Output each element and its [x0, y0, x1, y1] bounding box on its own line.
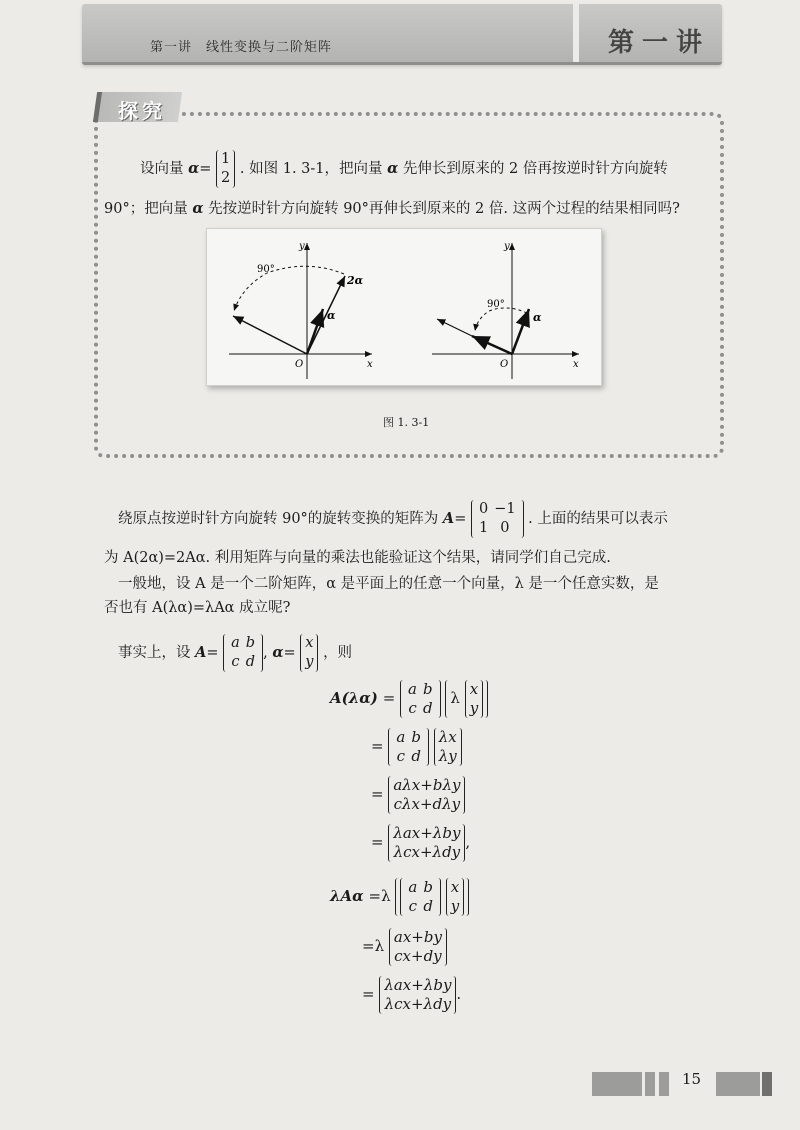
equation-line-6: [362, 928, 447, 966]
matrix-cell: c: [231, 654, 240, 670]
lambda: λ: [381, 887, 391, 905]
explore-paragraph-1: [140, 150, 668, 188]
right-origin-label: O: [500, 359, 509, 370]
matrix-cell: b: [423, 680, 433, 698]
lambda: λ: [450, 689, 460, 707]
vector-bottom: 2: [221, 170, 231, 186]
vector-cell: y: [469, 699, 479, 717]
vector-cell: λx: [438, 728, 457, 746]
matrix-cell: 0: [478, 501, 489, 517]
vector: [446, 878, 464, 916]
equals: =: [371, 737, 384, 755]
vector-cell: y: [305, 654, 314, 670]
right-angle-label: 90°: [487, 299, 505, 310]
vector-cell: x: [305, 635, 314, 651]
matrix-cell: d: [411, 747, 421, 765]
right-alpha-label: α: [533, 311, 542, 324]
vector: [465, 680, 483, 718]
matrix-cell: a: [408, 680, 417, 698]
body-paragraph-5: 事实上，设 A= a b c d , α= x y ，则: [118, 635, 353, 670]
vector: [389, 928, 447, 966]
footer-bar: [762, 1072, 772, 1096]
matrix-cell: a: [231, 635, 240, 651]
vector-top: 1: [221, 151, 231, 167]
vector-cell: x: [450, 878, 460, 896]
left-rotated-vector: [233, 316, 307, 354]
lambda: λ: [374, 937, 385, 955]
equals: =: [371, 785, 384, 803]
vector: [388, 776, 465, 814]
matrix-cell: −1: [494, 501, 516, 517]
body-paragraph-2: 为 A(2α)=2Aα. 利用矩阵与向量的乘法也能验证这个结果，请同学们自己完成.: [104, 550, 611, 566]
left-y-label: y: [299, 241, 305, 252]
vector-cell: λax+λby: [393, 824, 461, 842]
text: 先按逆时针方向旋转 90°再伸长到原来的 2 倍. 这两个过程的结果相同吗?: [208, 201, 680, 217]
vector-cell: cλx+dλy: [393, 795, 461, 813]
text: ，则: [323, 645, 353, 661]
chapter-label: 第一讲: [608, 28, 711, 58]
matrix: [388, 728, 429, 766]
left-angle-label: 90°: [257, 264, 275, 275]
vector-cell: λy: [438, 747, 457, 765]
equation-line-5: [330, 878, 469, 916]
right-rotated-vector: [472, 336, 512, 354]
equation-line-3: [371, 776, 465, 814]
alpha-symbol: α: [188, 160, 200, 177]
left-alpha-vector: [307, 309, 323, 354]
vector: [434, 728, 462, 766]
matrix-cell: b: [423, 878, 433, 896]
left-2alpha-label: 2α: [347, 274, 364, 287]
body-paragraph-1: [118, 500, 668, 538]
text: 绕原点按逆时针方向旋转 90°的旋转变换的矩阵为: [118, 511, 439, 527]
matrix-cell: c: [408, 897, 418, 915]
vector-cell: ax+by: [393, 928, 442, 946]
matrix-cell: b: [245, 635, 256, 651]
left-2alpha-vector: [307, 276, 345, 354]
text: 90°；把向量: [104, 201, 188, 217]
explore-paragraph-2: [104, 198, 680, 220]
matrix-cell: 1: [478, 520, 489, 536]
right-alpha-vector: [512, 309, 529, 354]
footer-bar: [659, 1072, 669, 1096]
figure-panel: [206, 228, 602, 386]
vector-cell: x: [469, 680, 479, 698]
footer-bar: [592, 1072, 642, 1096]
equation-line-2: [371, 728, 462, 766]
section-title: 第一讲 线性变换与二阶矩阵: [150, 40, 333, 55]
comma: ,: [263, 645, 268, 661]
text: 先伸长到原来的 2 倍再按逆时针方向旋转: [402, 161, 668, 177]
right-diagram: [432, 241, 579, 379]
right-stretched-vector: [437, 319, 472, 336]
equals: =: [454, 511, 467, 527]
left-origin-label: O: [295, 359, 304, 370]
alpha-symbol: α: [387, 160, 399, 177]
equals: =: [382, 689, 396, 707]
page-number: 15: [682, 1070, 702, 1088]
matrix: [400, 680, 441, 718]
explore-label: 探究: [118, 99, 166, 123]
matrix-cell: a: [408, 878, 418, 896]
matrix-a-symbol: A: [195, 644, 207, 661]
text: 设向量: [140, 161, 184, 177]
matrix: [400, 878, 441, 916]
vector-cell: λcx+λdy: [384, 995, 452, 1013]
comma: ,: [465, 833, 471, 851]
general-vector: [300, 634, 318, 672]
equals: =: [362, 985, 375, 1003]
matrix-cell: d: [245, 654, 256, 670]
figure-caption: 图 1. 3-1: [383, 416, 430, 429]
rotation-figure: [207, 229, 601, 385]
vector-cell: aλx+bλy: [393, 776, 461, 794]
text: 事实上，设: [118, 645, 191, 661]
left-alpha-label: α: [327, 309, 336, 322]
right-y-label: y: [504, 241, 510, 252]
scaled-vector-bracket: [445, 680, 488, 718]
vector-cell: λax+λby: [384, 976, 452, 994]
left-x-label: x: [367, 359, 373, 370]
equals: =: [199, 161, 212, 177]
period: .: [456, 985, 462, 1003]
equation-lhs: λAα: [330, 887, 364, 905]
alpha-symbol: α: [272, 644, 284, 661]
vector: [379, 976, 456, 1014]
matrix-cell: 0: [500, 520, 510, 536]
matrix-cell: a: [396, 728, 406, 746]
matrix-a-symbol: A: [442, 510, 455, 527]
matrix-cell: c: [396, 747, 406, 765]
vector-alpha: [216, 150, 235, 188]
text: . 如图 1. 3-1，把向量: [239, 161, 383, 177]
equals: =: [371, 833, 384, 851]
footer-bar: [645, 1072, 655, 1096]
matrix-cell: b: [411, 728, 421, 746]
left-arc: [234, 266, 344, 311]
equation-line-4: [371, 824, 470, 862]
left-diagram: [229, 241, 373, 379]
equation-lhs: A(λα): [330, 689, 378, 707]
vector-cell: cx+dy: [394, 947, 442, 965]
equals: =: [368, 887, 382, 905]
equals: =: [362, 937, 375, 955]
right-arc: [475, 308, 527, 331]
footer-bar: [716, 1072, 760, 1096]
product-bracket: [395, 878, 469, 916]
matrix-cell: d: [423, 897, 433, 915]
body-paragraph-4: 否也有 A(λα)=λAα 成立呢?: [104, 600, 291, 616]
equation-line-1: [330, 680, 488, 718]
header-divider: [573, 4, 579, 62]
vector-cell: λcx+λdy: [393, 843, 461, 861]
matrix-cell: d: [423, 699, 433, 717]
matrix-cell: c: [408, 699, 417, 717]
body-paragraph-3: 一般地，设 A 是一个二阶矩阵，α 是平面上的任意一个向量，λ 是一个任意实数，是: [118, 576, 659, 592]
vector: [388, 824, 465, 862]
rotation-matrix: [471, 500, 524, 538]
alpha-symbol: α: [192, 200, 204, 217]
general-matrix: [223, 634, 263, 672]
vector-cell: y: [450, 897, 460, 915]
equation-line-7: [362, 976, 461, 1014]
right-x-label: x: [573, 359, 579, 370]
text: . 上面的结果可以表示: [528, 511, 668, 527]
